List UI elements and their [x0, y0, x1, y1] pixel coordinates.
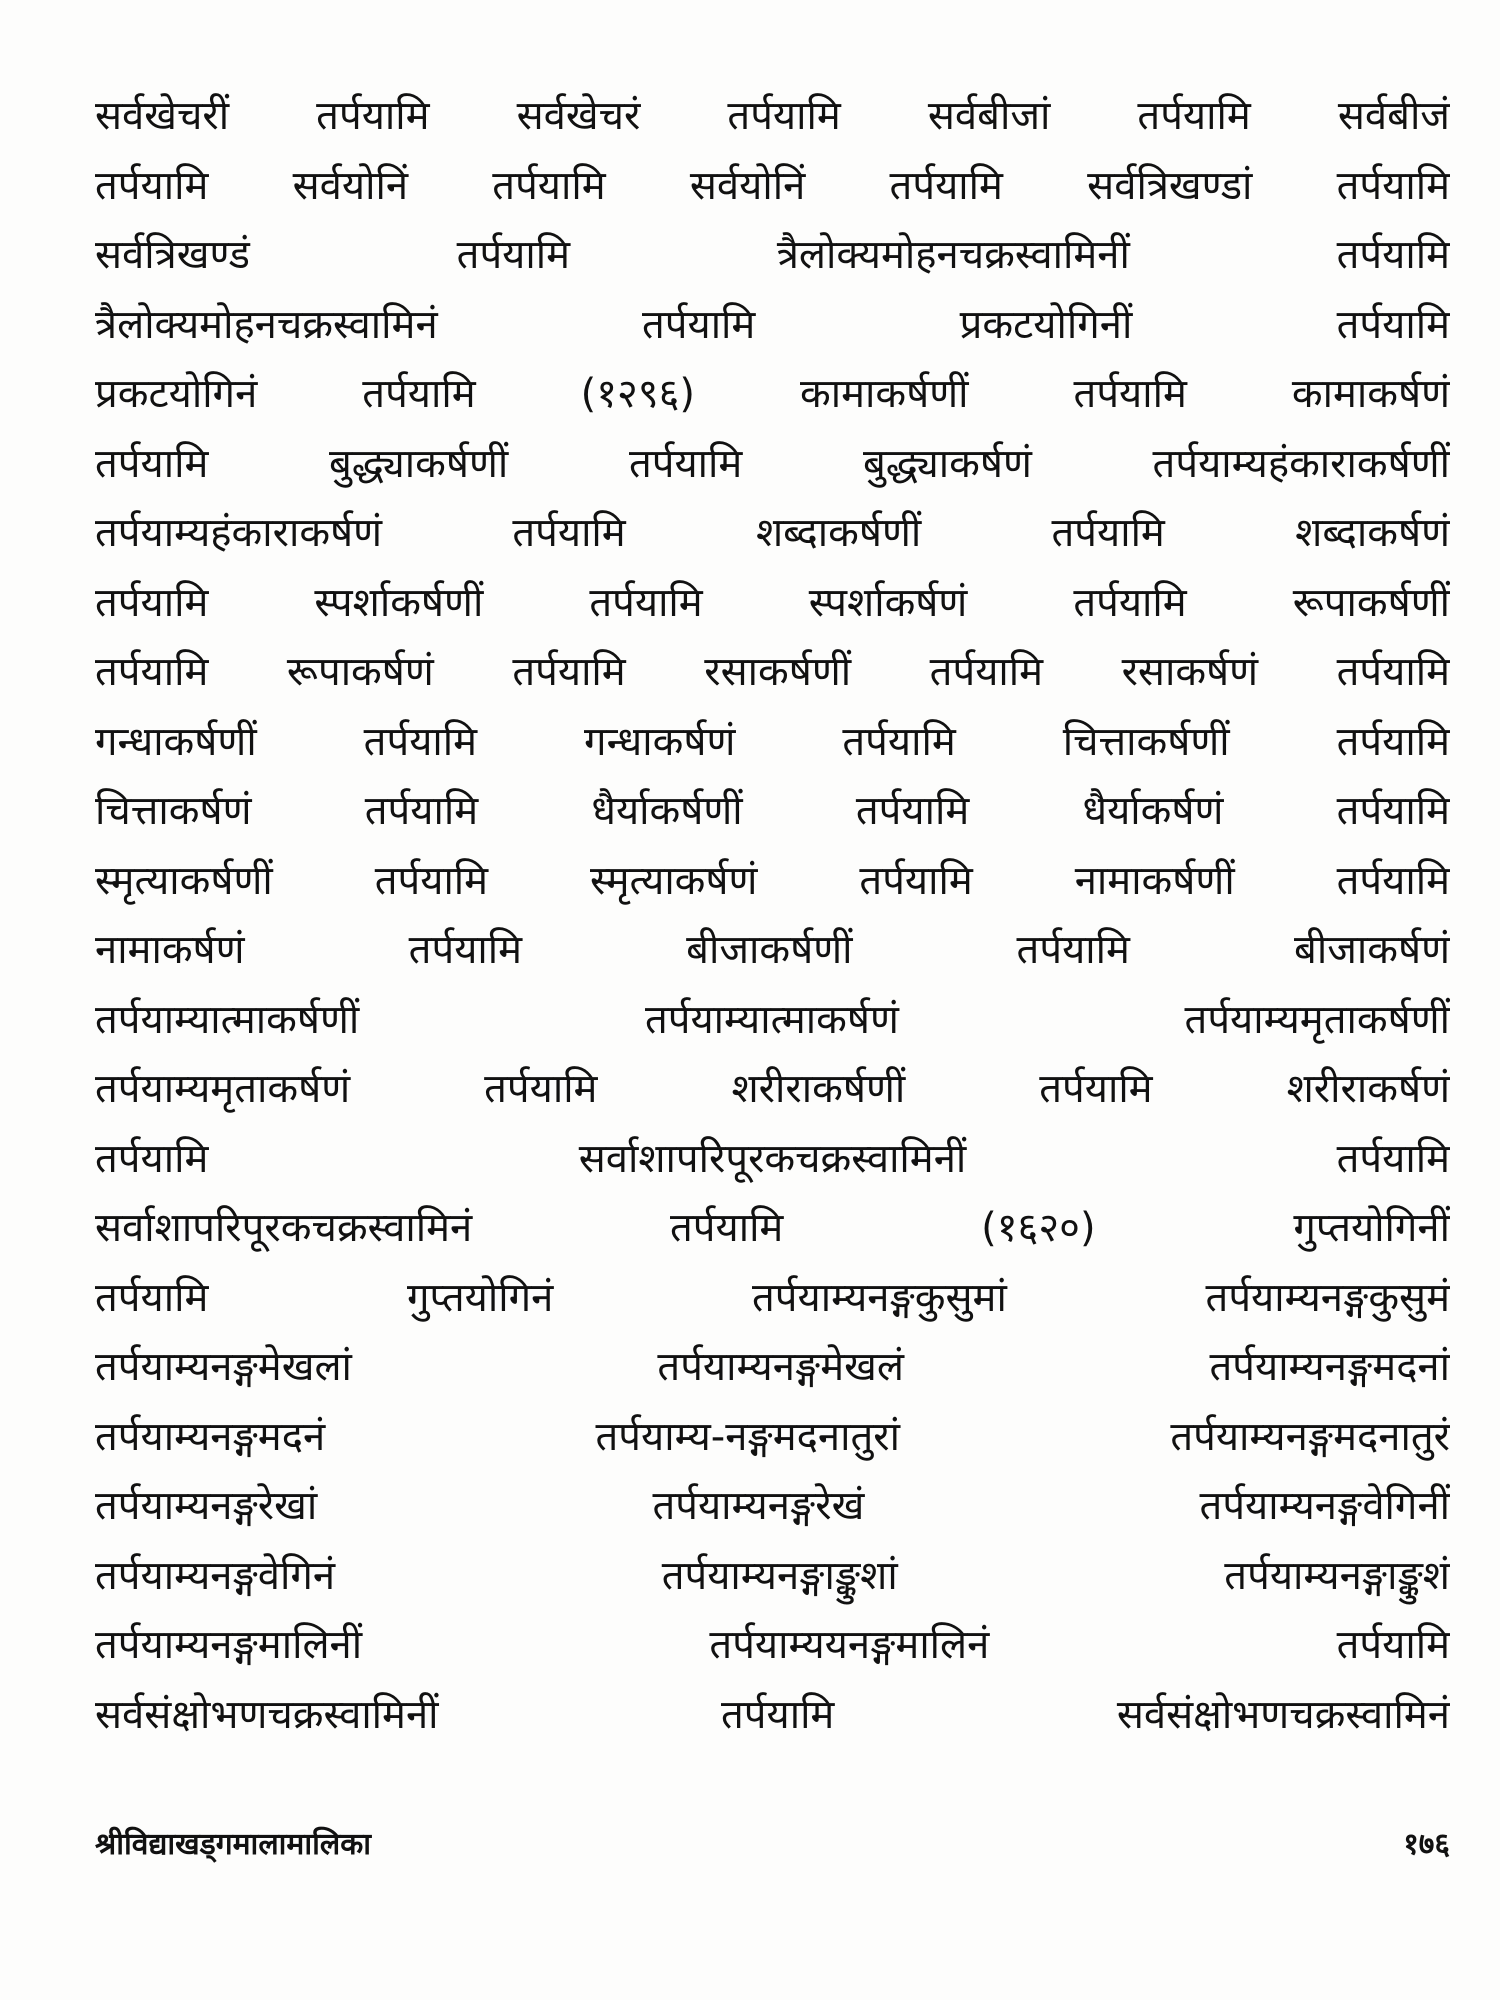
- text-line-24: सर्वसंक्षोभणचक्रस्वामिनीं तर्पयामि सर्वसंक्षोभणचक्रस्वामिनं: [95, 1691, 1450, 1738]
- text-line-12: स्मृत्याकर्षणीं तर्पयामि स्मृत्याकर्षणं तर्पयामि नामाकर्षणीं तर्पयामि: [95, 857, 1450, 904]
- text-line-11: चित्ताकर्षणं तर्पयामि धैर्याकर्षणीं तर्पयामि धैर्याकर्षणं तर्पयामि: [95, 788, 1450, 834]
- book-title: श्रीविद्याखड्गमालामालिका: [95, 1827, 372, 1862]
- text-line-16: तर्पयामि सर्वाशापरिपूरकचक्रस्वामिनीं तर्पयामि: [95, 1135, 1450, 1182]
- text-line-2: तर्पयामि सर्वयोनिं तर्पयामि सर्वयोनिं तर्पयामि सर्वत्रिखण्डां तर्पयामि: [95, 162, 1450, 209]
- text-line-20: तर्पयाम्यनङ्गमदनं तर्पयाम्य-नङ्गमदनातुरां तर्पयाम्यनङ्गमदनातुरं: [95, 1413, 1450, 1460]
- text-line-14: तर्पयाम्यात्माकर्षणीं तर्पयाम्यात्माकर्षणं तर्पयाम्यमृताकर्षणीं: [95, 996, 1450, 1043]
- text-line-3: सर्वत्रिखण्डं तर्पयामि त्रैलोक्यमोहनचक्रस्वामिनीं तर्पयामि: [95, 232, 1450, 278]
- text-line-4: त्रैलोक्यमोहनचक्रस्वामिनं तर्पयामि प्रकटयोगिनीं तर्पयामि: [95, 301, 1450, 348]
- text-line-9: तर्पयामि रूपाकर्षणं तर्पयामि रसाकर्षणीं तर्पयामि रसाकर्षणं तर्पयामि: [95, 649, 1450, 695]
- text-line-6: तर्पयामि बुद्ध्याकर्षणीं तर्पयामि बुद्ध्याकर्षणं तर्पयाम्यहंकाराकर्षणीं: [95, 440, 1450, 487]
- page-number: १७६: [1403, 1827, 1450, 1862]
- text-line-1: सर्वखेचरीं तर्पयामि सर्वखेचरं तर्पयामि सर्वबीजां तर्पयामि सर्वबीजं: [95, 93, 1450, 139]
- text-line-22: तर्पयाम्यनङ्गवेगिनं तर्पयाम्यनङ्गाङ्कुशां तर्पयाम्यनङ्गाङ्कुशं: [95, 1552, 1450, 1599]
- body-text: [95, 82, 1450, 1750]
- text-line-23: तर्पयाम्यनङ्गमालिनीं तर्पयाम्ययनङ्गमालिनं तर्पयामि: [95, 1622, 1450, 1668]
- text-line-5: प्रकटयोगिनं तर्पयामि (१२९६) कामाकर्षणीं तर्पयामि कामाकर्षणं: [95, 371, 1450, 417]
- text-line-17: सर्वाशापरिपूरकचक्रस्वामिनं तर्पयामि (१६२०) गुप्तयोगिनीं: [95, 1205, 1450, 1251]
- text-line-13: नामाकर्षणं तर्पयामि बीजाकर्षणीं तर्पयामि बीजाकर्षणं: [95, 927, 1450, 973]
- text-line-10: गन्धाकर्षणीं तर्पयामि गन्धाकर्षणं तर्पयामि चित्ताकर्षणीं तर्पयामि: [95, 718, 1450, 765]
- text-line-7: तर्पयाम्यहंकाराकर्षणं तर्पयामि शब्दाकर्षणीं तर्पयामि शब्दाकर्षणं: [95, 510, 1450, 556]
- text-line-18: तर्पयामि गुप्तयोगिनं तर्पयाम्यनङ्गकुसुमां तर्पयाम्यनङ्गकुसुमं: [95, 1274, 1450, 1321]
- text-line-21: तर्पयाम्यनङ्गरेखां तर्पयाम्यनङ्गरेखं तर्पयाम्यनङ्गवेगिनीं: [95, 1483, 1450, 1529]
- text-line-19: तर्पयाम्यनङ्गमेखलां तर्पयाम्यनङ्गमेखलं तर्पयाम्यनङ्गमदनां: [95, 1344, 1450, 1390]
- text-line-8: तर्पयामि स्पर्शाकर्षणीं तर्पयामि स्पर्शाकर्षणं तर्पयामि रूपाकर्षणीं: [95, 579, 1450, 626]
- page-footer: [95, 1820, 1450, 1870]
- text-line-15: तर्पयाम्यमृताकर्षणं तर्पयामि शरीराकर्षणीं तर्पयामि शरीराकर्षणं: [95, 1066, 1450, 1112]
